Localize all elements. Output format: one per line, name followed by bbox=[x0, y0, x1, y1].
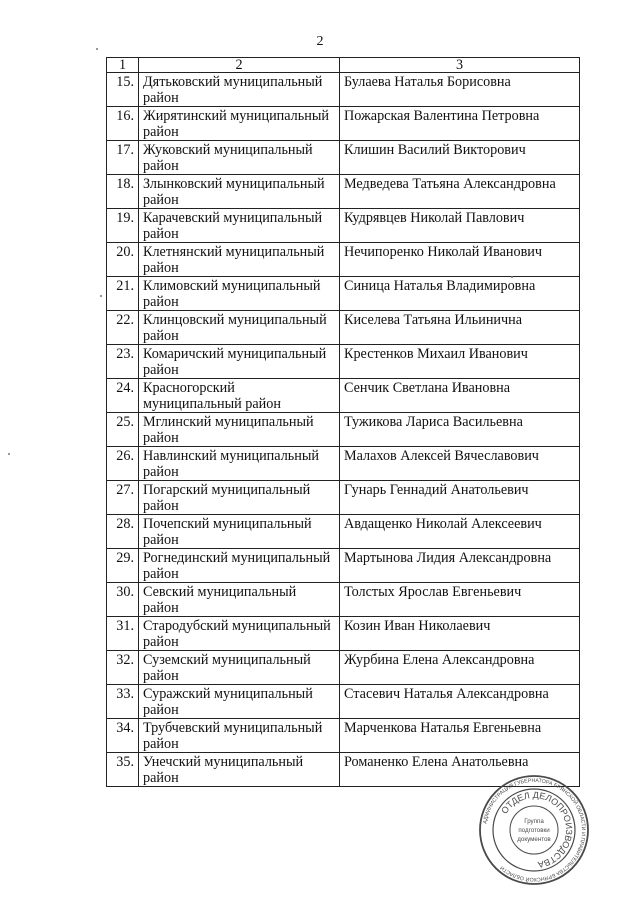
row-number: 21. bbox=[107, 277, 139, 311]
head-name: Стасевич Наталья Александровна bbox=[340, 685, 580, 719]
table-row bbox=[107, 447, 580, 481]
head-name: Синица Наталья Владимировна bbox=[340, 277, 580, 311]
row-number: 31. bbox=[107, 617, 139, 651]
table-header-row bbox=[107, 58, 580, 73]
table-row bbox=[107, 345, 580, 379]
row-number: 24. bbox=[107, 379, 139, 413]
head-name: Нечипоренко Николай Иванович bbox=[340, 243, 580, 277]
table-row bbox=[107, 651, 580, 685]
head-name: Булаева Наталья Борисовна bbox=[340, 73, 580, 107]
district-name: Суземский муниципальный район bbox=[139, 651, 340, 685]
scan-speck bbox=[8, 453, 10, 455]
district-name: Клетнянский муниципальный район bbox=[139, 243, 340, 277]
row-number: 18. bbox=[107, 175, 139, 209]
table-row bbox=[107, 73, 580, 107]
table-row bbox=[107, 175, 580, 209]
column-header-2: 2 bbox=[139, 58, 340, 73]
row-number: 26. bbox=[107, 447, 139, 481]
table-row bbox=[107, 413, 580, 447]
table-row bbox=[107, 481, 580, 515]
stamp-center-line-2: подготовки bbox=[518, 827, 550, 834]
district-name: Злынковский муниципальный район bbox=[139, 175, 340, 209]
official-stamp bbox=[478, 774, 590, 886]
row-number: 23. bbox=[107, 345, 139, 379]
district-name: Климовский муниципальный район bbox=[139, 277, 340, 311]
district-name: Унечский муниципальный район bbox=[139, 753, 340, 787]
table-row bbox=[107, 617, 580, 651]
table-row bbox=[107, 583, 580, 617]
row-number: 32. bbox=[107, 651, 139, 685]
column-header-3: 3 bbox=[340, 58, 580, 73]
district-name: Стародубский муниципальный район bbox=[139, 617, 340, 651]
row-number: 25. bbox=[107, 413, 139, 447]
head-name: Козин Иван Николаевич bbox=[340, 617, 580, 651]
stamp-department-text: ОТДЕЛ ДЕЛОПРОИЗВОДСТВА bbox=[499, 789, 575, 870]
scan-speck bbox=[96, 48, 98, 50]
district-name: Жирятинский муниципальный район bbox=[139, 107, 340, 141]
table-row bbox=[107, 515, 580, 549]
head-name: Крестенков Михаил Иванович bbox=[340, 345, 580, 379]
district-name: Почепский муниципальный район bbox=[139, 515, 340, 549]
table-row bbox=[107, 107, 580, 141]
page-number: 2 bbox=[316, 34, 324, 49]
stamp-center-line-3: документов bbox=[517, 836, 551, 843]
column-header-1: 1 bbox=[107, 58, 139, 73]
table-row bbox=[107, 379, 580, 413]
head-name: Киселева Татьяна Ильинична bbox=[340, 311, 580, 345]
district-name: Рогнединский муниципальный район bbox=[139, 549, 340, 583]
head-name: Марченкова Наталья Евгеньевна bbox=[340, 719, 580, 753]
scan-speck bbox=[100, 295, 102, 297]
districts-table-body bbox=[107, 58, 580, 787]
district-name: Карачевский муниципальный район bbox=[139, 209, 340, 243]
row-number: 22. bbox=[107, 311, 139, 345]
row-number: 35. bbox=[107, 753, 139, 787]
row-number: 30. bbox=[107, 583, 139, 617]
table-row bbox=[107, 719, 580, 753]
row-number: 33. bbox=[107, 685, 139, 719]
stamp-center-line-1: Группа bbox=[524, 818, 544, 825]
row-number: 19. bbox=[107, 209, 139, 243]
head-name: Гунарь Геннадий Анатольевич bbox=[340, 481, 580, 515]
row-number: 27. bbox=[107, 481, 139, 515]
head-name: Мартынова Лидия Александровна bbox=[340, 549, 580, 583]
head-name: Романенко Елена Анатольевна bbox=[340, 753, 580, 787]
district-name: Жуковский муниципальный район bbox=[139, 141, 340, 175]
district-name: Красногорский муниципальный район bbox=[139, 379, 340, 413]
scan-speck bbox=[511, 276, 513, 278]
head-name: Сенчик Светлана Ивановна bbox=[340, 379, 580, 413]
table-row bbox=[107, 549, 580, 583]
head-name: Тужикова Лариса Васильевна bbox=[340, 413, 580, 447]
table-row bbox=[107, 311, 580, 345]
table-row bbox=[107, 685, 580, 719]
row-number: 20. bbox=[107, 243, 139, 277]
table-row bbox=[107, 243, 580, 277]
district-name: Трубчевский муниципальный район bbox=[139, 719, 340, 753]
head-name: Медведева Татьяна Александровна bbox=[340, 175, 580, 209]
district-name: Погарский муниципальный район bbox=[139, 481, 340, 515]
districts-table bbox=[106, 57, 580, 787]
row-number: 17. bbox=[107, 141, 139, 175]
head-name: Клишин Василий Викторович bbox=[340, 141, 580, 175]
head-name: Журбина Елена Александровна bbox=[340, 651, 580, 685]
head-name: Кудрявцев Николай Павлович bbox=[340, 209, 580, 243]
district-name: Дятьковский муниципальный район bbox=[139, 73, 340, 107]
row-number: 16. bbox=[107, 107, 139, 141]
district-name: Комаричский муниципальный район bbox=[139, 345, 340, 379]
row-number: 28. bbox=[107, 515, 139, 549]
district-name: Мглинский муниципальный район bbox=[139, 413, 340, 447]
table-row bbox=[107, 277, 580, 311]
head-name: Пожарская Валентина Петровна bbox=[340, 107, 580, 141]
head-name: Малахов Алексей Вячеславович bbox=[340, 447, 580, 481]
district-name: Севский муниципальный район bbox=[139, 583, 340, 617]
row-number: 29. bbox=[107, 549, 139, 583]
district-name: Суражский муниципальный район bbox=[139, 685, 340, 719]
head-name: Авдащенко Николай Алексеевич bbox=[340, 515, 580, 549]
head-name: Толстых Ярослав Евгеньевич bbox=[340, 583, 580, 617]
table-row bbox=[107, 209, 580, 243]
stamp-outer-text: АДМИНИСТРАЦИЯ ГУБЕРНАТОРА БРЯНСКОЙ ОБЛАСТИ И ПРАВИТЕЛЬСТВА БРЯНСКОЙ ОБЛАСТИ bbox=[482, 777, 587, 883]
table-row bbox=[107, 141, 580, 175]
row-number: 34. bbox=[107, 719, 139, 753]
district-name: Навлинский муниципальный район bbox=[139, 447, 340, 481]
district-name: Клинцовский муниципальный район bbox=[139, 311, 340, 345]
row-number: 15. bbox=[107, 73, 139, 107]
